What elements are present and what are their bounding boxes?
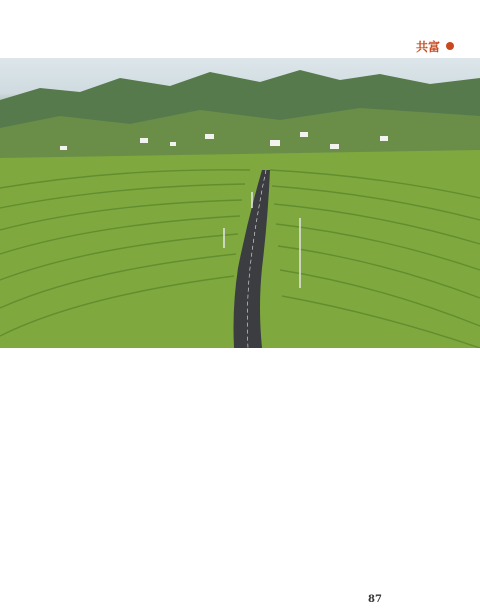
section-tag: 共富 xyxy=(415,40,440,54)
tea-plantation-photo xyxy=(0,58,480,348)
section-dot-icon xyxy=(446,42,454,50)
page-header xyxy=(0,0,480,58)
page-number: 87 xyxy=(368,594,382,605)
page-footer xyxy=(362,594,382,605)
tea-plantation-illustration xyxy=(0,58,480,348)
article-column-3 xyxy=(328,378,468,384)
